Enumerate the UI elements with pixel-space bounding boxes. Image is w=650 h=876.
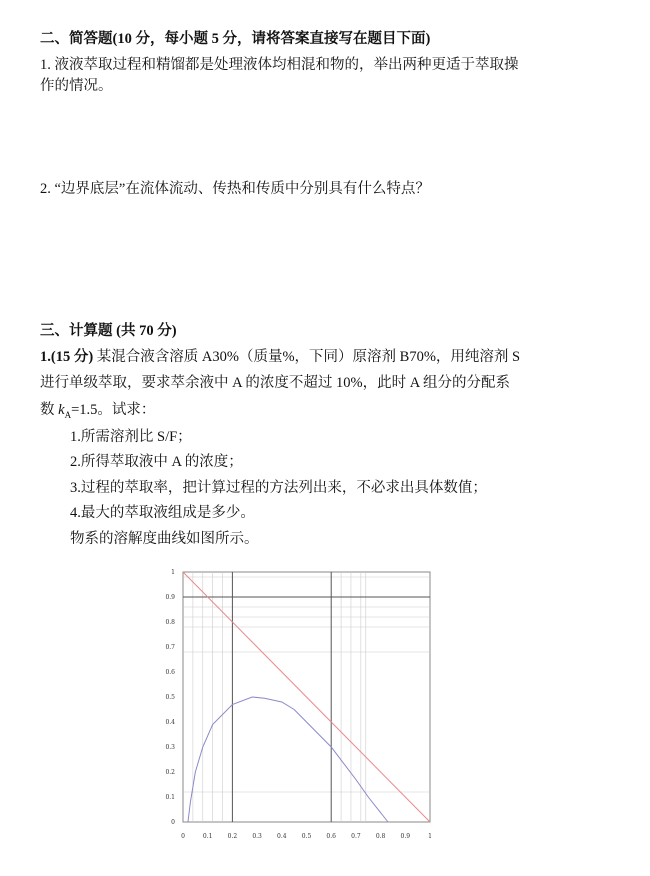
x-tick-label: 0.2	[227, 833, 238, 840]
y-tick-label: 0.1	[165, 794, 175, 801]
x-tick-label: 0.4	[277, 833, 287, 840]
question-3-1-line1	[40, 348, 520, 366]
sub-question-4: 4.最大的萃取液组成是多少。	[70, 505, 255, 521]
question-3-1-line3	[40, 401, 155, 424]
question-2-2: 2. “边界底层”在流体流动、传热和传质中分别具有什么特点？	[40, 181, 430, 197]
sub-question-2: 2.所得萃取液中 A 的浓度；	[70, 454, 243, 470]
question-score: 1.(15 分)	[40, 349, 94, 365]
section2-heading: 二、简答题(10 分，每小题 5 分，请将答案直接写在题目下面)	[40, 31, 431, 47]
x-tick-label: 0.5	[301, 833, 312, 840]
x-tick-label: 0.1	[202, 833, 213, 840]
y-tick-label: 0.5	[165, 694, 175, 701]
y-tick-label: 0.9	[165, 594, 175, 601]
y-tick-label: 0.8	[165, 619, 175, 626]
solubility-chart	[150, 560, 450, 850]
section3-heading: 三、计算题 (共 70 分)	[40, 323, 177, 339]
y-tick-label: 0.3	[165, 744, 175, 751]
x-tick-label: 0.8	[375, 833, 386, 840]
chart-note: 物系的溶解度曲线如图所示。	[70, 531, 259, 547]
sub-question-3: 3.过程的萃取率，把计算过程的方法列出来，不必求出具体数值；	[70, 480, 487, 496]
x-tick-label: 0.7	[351, 833, 361, 840]
k-symbol: k	[58, 402, 65, 418]
x-tick-label: 0.9	[400, 833, 411, 840]
x-tick-label: 0.3	[252, 833, 262, 840]
y-tick-label: 0.7	[165, 644, 175, 651]
text: =1.5。试求：	[71, 402, 156, 418]
y-tick-label: 1	[171, 569, 175, 576]
question-2-1-line1: 1. 液液萃取过程和精馏都是处理液体均相混和物的，举出两种更适于萃取操	[40, 57, 519, 73]
text: 数	[40, 402, 59, 418]
sub-question-1: 1.所需溶剂比 S/F；	[70, 429, 192, 445]
x-tick-label: 1	[428, 833, 432, 840]
question-3-1-line2: 进行单级萃取，要求萃余液中 A 的浓度不超过 10%，此时 A 组分的分配系	[40, 375, 511, 391]
k-subscript: A	[64, 409, 72, 420]
question-2-1-line2: 作的情况。	[40, 78, 113, 94]
y-tick-label: 0.6	[165, 669, 175, 676]
y-tick-label: 0	[171, 819, 175, 826]
y-tick-label: 0.2	[165, 769, 175, 776]
text: 某混合液含溶质 A30%（质量%，下同）原溶剂 B70%，用纯溶剂 S	[93, 349, 521, 365]
x-tick-label: 0.6	[326, 833, 336, 840]
x-tick-label: 0	[181, 833, 185, 840]
y-tick-label: 0.4	[165, 719, 175, 726]
